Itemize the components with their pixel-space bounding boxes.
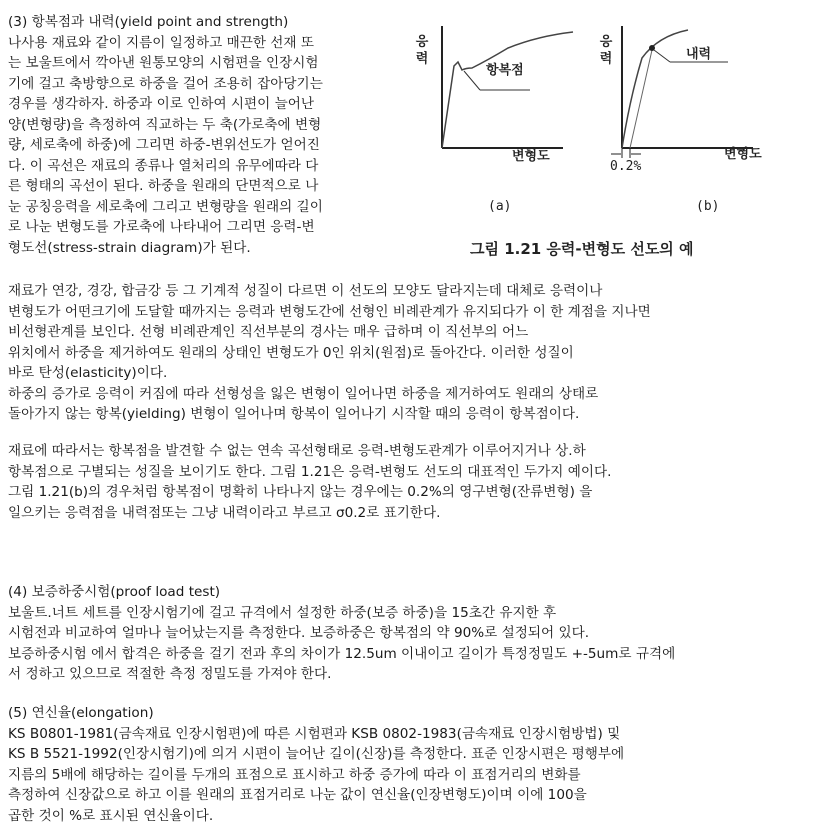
text-line: 돌아가지 않는 항복(yielding) 변형이 일어나며 항복이 일어나기 시작할 때의 응력이 항복점이다. <box>8 406 580 422</box>
text-line: 른 형태의 곡선이 된다. 하중을 원래의 단면적으로 나 <box>8 178 319 194</box>
figure-1-21 <box>408 8 808 263</box>
text-line: 다. 이 곡선은 재료의 종류나 열처리의 유무에따라 다 <box>8 157 319 174</box>
text-line: 눈 공칭응력을 세로축에 그리고 변형량을 원래의 길이 <box>8 198 323 215</box>
paragraph-elasticity <box>8 281 651 425</box>
text-line: 곱한 것이 %로 표시된 연신율이다. <box>8 807 214 824</box>
text-line: 시험전과 비교하여 얼마나 늘어났는지를 측정한다. 보증하중은 항복점의 약 90%로 설정되어 있다. <box>8 625 590 641</box>
graph-b-leader <box>654 50 670 62</box>
text-line: 보울트.너트 세트를 인장시험기에 걸고 규격에서 설정한 하중(보증 하중)을 15초간 유지한 후 <box>8 604 557 621</box>
section-3-intro <box>8 12 323 258</box>
text-line: 경우를 생각하자. 하중과 이로 인하여 시편이 늘어난 <box>8 96 315 112</box>
text-line: 량, 세로축에 하중)에 그리면 하중-변위선도가 얻어진 <box>8 137 320 153</box>
text-line: 바로 탄성(elasticity)이다. <box>8 365 168 381</box>
graph-b-label: (b) <box>696 199 720 214</box>
graph-a-xlabel: 변형도 <box>512 149 550 164</box>
text-line: 변형도가 어떤크기에 도달할 때까지는 응력과 변형도간에 선형인 비례관계가 유지되다가 이 한 계점을 지나면 <box>8 303 651 320</box>
text-line: 나사용 재료와 같이 지름이 일정하고 매끈한 선재 또 <box>8 34 315 51</box>
section-5-heading: (5) 연신율(elongation) <box>8 705 154 721</box>
text-line: 서 정하고 있으므로 적절한 측정 정밀도를 가져야 한다. <box>8 666 332 682</box>
graph-a-leader <box>464 71 480 90</box>
text-line: 그림 1.21(b)의 경우처럼 항복점이 명확히 나타나지 않는 경우에는 0.2%의 영구변형(잔류변형) 을 <box>8 484 593 500</box>
text-line: 위치에서 하중을 제거하여도 원래의 상태인 변형도가 0인 위치(원점)로 돌아간다. 이러한 성질이 <box>8 344 574 361</box>
graph-b <box>597 26 763 214</box>
text-line: 재료가 연강, 경강, 합금강 등 그 기계적 성질이 다르면 이 선도의 모양도 달라지는데 대체로 응력이나 <box>8 283 603 299</box>
graph-b-annotation: 내력 <box>686 47 712 62</box>
graph-a-label: (a) <box>488 199 512 214</box>
section-4 <box>8 582 675 685</box>
graph-b-ylabel: 응력 <box>596 34 612 68</box>
text-line: 비선형관계를 보인다. 선형 비례관계인 직선부분의 경사는 매우 급하며 이 직선부의 어느 <box>8 324 529 340</box>
paragraph-proof-strength <box>8 441 611 523</box>
text-line: 재료에 따라서는 항복점을 발견할 수 없는 연속 곡선형태로 응력-변형도관계가 이루어지거나 상.하 <box>8 443 586 459</box>
text-line: KS B0801-1981(금속재료 인장시험편)에 따른 시험편과 KSB 0802-1983(금속재료 인장시험방법) 및 <box>8 725 621 742</box>
figure-caption: 그림 1.21 응력-변형도 선도의 예 <box>470 240 694 258</box>
text-line: 측정하여 신장값으로 하고 이를 원래의 표점거리로 나눈 값이 연신율(인장변형도)이며 이에 100을 <box>8 787 587 803</box>
text-line: 기에 걸고 축방향으로 하중을 걸어 조용히 잡아당기는 <box>8 75 323 92</box>
text-line: 는 보울트에서 깍아낸 원통모양의 시험편을 인장시험 <box>8 55 319 71</box>
text-line: 양(변형량)을 측정하여 직교하는 두 축(가로축에 변형 <box>8 116 322 133</box>
text-line: 일으키는 응력점을 내력점또는 그냥 내력이라고 부르고 σ0.2로 표기한다. <box>8 504 441 521</box>
text-line: KS B 5521-1992(인장시험기)에 의거 시편이 늘어난 길이(신장)를 측정한다. 표준 인장시편은 평행부에 <box>8 746 625 762</box>
graph-b-offset-label: 0.2% <box>610 159 642 174</box>
graph-b-offset-line <box>630 50 652 148</box>
section-5 <box>8 703 624 826</box>
text-line: 보증하중시험 에서 합격은 하중을 걸기 전과 후의 차이가 12.5um 이내이고 길이가 특정정밀도 +-5um로 규격에 <box>8 645 676 662</box>
text-line: 로 나눈 변형도를 가로축에 나타내어 그리면 응력-변 <box>8 219 315 235</box>
graph-a <box>413 26 574 214</box>
text-line: 항복점으로 구별되는 성질을 보이기도 한다. 그림 1.21은 응력-변형도 선도의 대표적인 두가지 예이다. <box>8 463 612 480</box>
graph-b-xlabel: 변형도 <box>724 147 762 162</box>
graph-a-annotation: 항복점 <box>486 63 524 78</box>
section-4-heading: (4) 보증하중시험(proof load test) <box>8 584 221 600</box>
graph-a-ylabel: 응력 <box>412 34 428 68</box>
section-3-heading: (3) 항복점과 내력(yield point and strength) <box>8 14 289 30</box>
graph-b-curve <box>622 30 688 148</box>
stress-strain-figure <box>408 8 808 263</box>
text-line: 하중의 증가로 응력이 커짐에 따라 선형성을 잃은 변형이 일어나면 하중을 제거하여도 원래의 상태로 <box>8 385 599 402</box>
text-line: 형도선(stress-strain diagram)가 된다. <box>8 239 251 256</box>
text-line: 지름의 5배에 해당하는 길이를 두개의 표점으로 표시하고 하중 증가에 따라 이 표점거리의 변화를 <box>8 766 581 783</box>
